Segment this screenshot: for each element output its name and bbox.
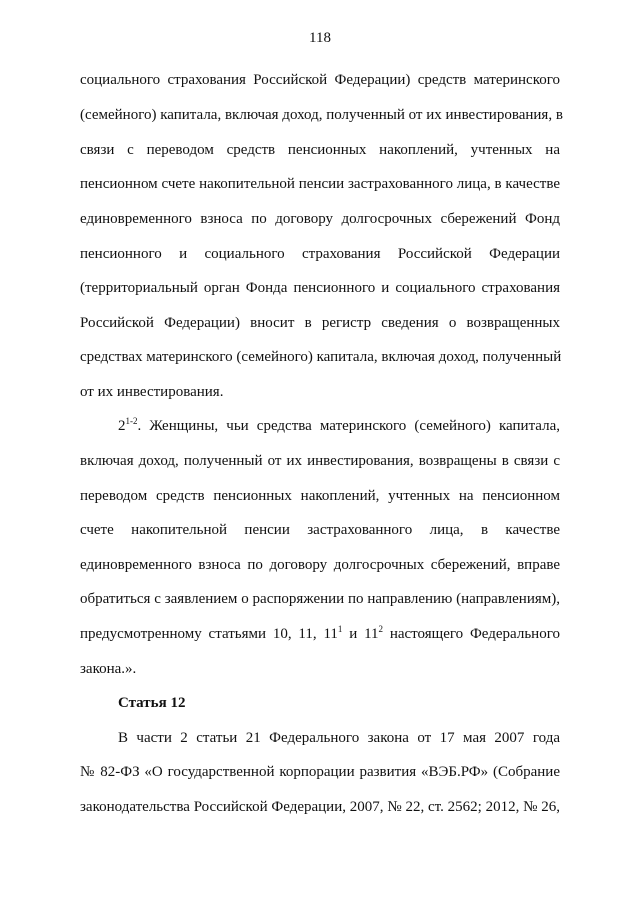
text-line: включая доход, полученный от их инвестирования, возвращены в связи с [80,453,560,469]
paragraph-2-first-line [118,417,560,435]
text-line: социального страхования Российской Федерации) средств материнского [80,72,560,88]
text-line: № 82-ФЗ «О государственной корпорации развития «ВЭБ.РФ» (Собрание [80,764,560,780]
text-line: (территориальный орган Фонда пенсионного и социального страхования [80,280,560,296]
text-line: от их инвестирования. [80,384,224,400]
text-line: единовременного взноса по договору долгосрочных сбережений, вправе [80,557,560,573]
text-line: законодательства Российской Федерации, 2007, № 22, ст. 2562; 2012, № 26, [80,799,560,815]
page-number: 118 [309,30,331,46]
superscript: 1 [337,624,343,634]
text-line: (семейного) капитала, включая доход, полученный от их инвестирования, в [80,107,563,123]
text-line: счете накопительной пенсии застрахованного лица, в качестве [80,522,560,538]
text-line: В части 2 статьи 21 Федерального закона от 17 мая 2007 года [118,730,560,746]
text-span: . Женщины, чьи средства материнского (семейного) капитала, [137,418,560,434]
text-line: закона.». [80,661,137,677]
text-span: и 11 [342,626,379,642]
text-line: средствах материнского (семейного) капитала, включая доход, полученный [80,349,562,365]
text-span: предусмотренному статьями 10, 11, 11 [80,626,338,642]
paragraph-number-superscript: 1-2 [125,416,138,426]
text-line: Российской Федерации) вносит в регистр сведения о возвращенных [80,315,560,331]
article-heading: Статья 12 [118,695,186,711]
superscript: 2 [378,624,384,634]
text-line: связи с переводом средств пенсионных накоплений, учтенных на [80,142,560,158]
text-line: пенсионном счете накопительной пенсии застрахованного лица, в качестве [80,176,560,192]
text-line-with-references [80,625,560,643]
paragraph-number: 2 [118,418,126,434]
text-line: обратиться с заявлением о распоряжении по направлению (направлениям), [80,591,560,607]
text-line: переводом средств пенсионных накоплений, учтенных на пенсионном [80,488,560,504]
text-line: пенсионного и социального страхования Российской Федерации [80,246,560,262]
text-line: единовременного взноса по договору долгосрочных сбережений Фонд [80,211,560,227]
text-span: настоящего Федерального [383,626,560,642]
